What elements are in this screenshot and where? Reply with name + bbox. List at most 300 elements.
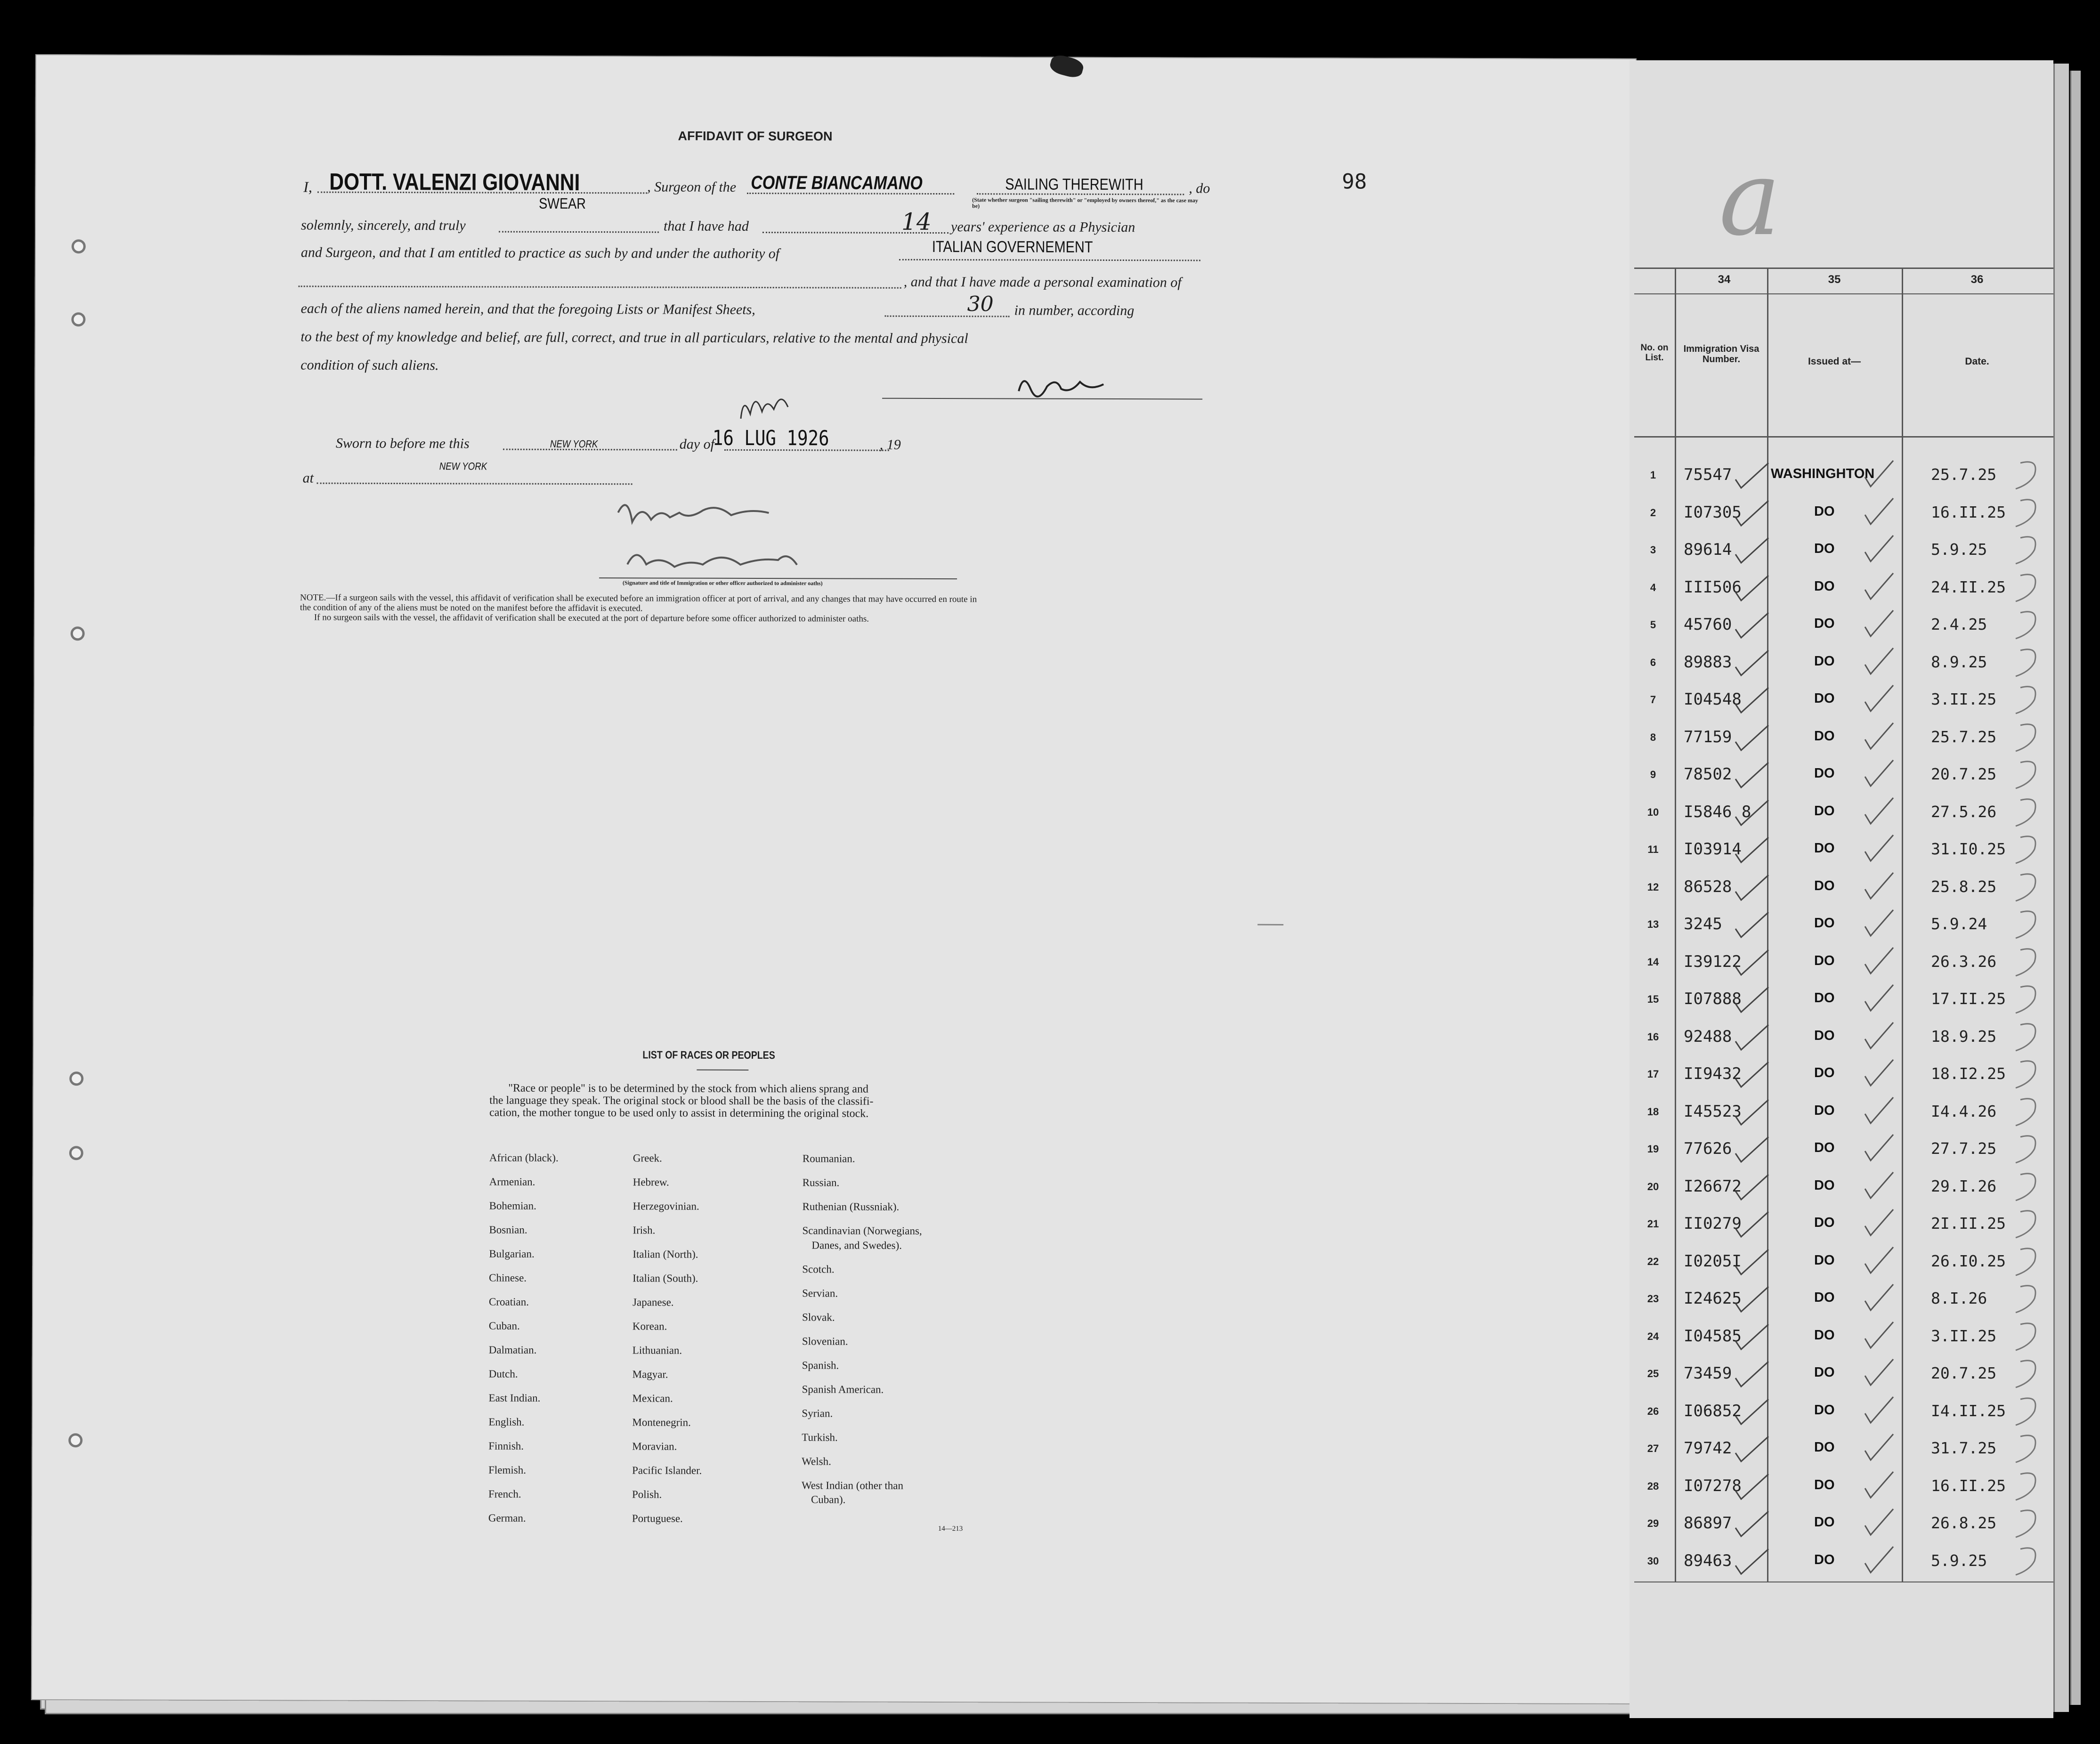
row-visa: 86528	[1684, 877, 1732, 896]
check-mark	[1865, 1509, 1893, 1535]
row-no: 25	[1647, 1368, 1659, 1379]
check-mark	[1735, 463, 1768, 488]
row-issued: DO	[1814, 953, 1835, 968]
check-mark	[1865, 1284, 1893, 1310]
race-entry: Armenian.	[489, 1176, 535, 1188]
race-entry: Dutch.	[488, 1368, 518, 1380]
row-no: 30	[1647, 1555, 1659, 1567]
punch-hole	[71, 626, 85, 641]
check-mark	[1735, 950, 1768, 975]
row-issued: WASHINGHTON	[1771, 466, 1875, 481]
row-no: 22	[1647, 1256, 1659, 1267]
row-issued: DO	[1814, 1253, 1835, 1268]
check-mark	[1865, 685, 1893, 711]
row-date: 25.7.25	[1931, 728, 1997, 746]
row-date: I4.II.25	[1931, 1402, 2006, 1420]
row-date: 16.II.25	[1931, 1476, 2006, 1495]
race-entry: Russian.	[802, 1176, 840, 1189]
check-mark	[1735, 762, 1768, 787]
row-date: 26.I0.25	[1931, 1252, 2006, 1270]
check-mark	[1735, 800, 1768, 825]
race-entry: Irish.	[632, 1224, 656, 1236]
row-visa: I06852	[1684, 1402, 1742, 1420]
race-entry: Dalmatian.	[488, 1344, 537, 1356]
officer-caption: (Signature and title of Immigration or other officer authorized to administer oaths)	[623, 579, 823, 587]
race-entry: Bohemian.	[489, 1200, 536, 1212]
check-mark	[1865, 648, 1893, 674]
row-issued: DO	[1814, 616, 1835, 631]
page-stack-edge	[2053, 64, 2069, 1712]
line2-text: that I have had	[664, 218, 749, 234]
row-visa: III506	[1684, 578, 1742, 597]
do-label: , do	[1189, 180, 1210, 196]
punch-hole	[71, 312, 85, 326]
check-mark	[2016, 612, 2035, 639]
row-date: 20.7.25	[1931, 1364, 1997, 1382]
row-no: 6	[1650, 657, 1656, 668]
row-issued: DO	[1814, 1477, 1835, 1493]
row-date: 5.9.24	[1931, 915, 1987, 933]
row-no: 2	[1650, 507, 1656, 519]
races-intro: the language they speak. The original stock or blood shall be the basis of the classifi-	[489, 1094, 874, 1108]
officer-signature	[608, 494, 816, 588]
row-issued: DO	[1814, 1140, 1835, 1155]
races-intro: cation, the mother tongue to be used only to assist in determining the original stock.	[489, 1106, 869, 1120]
row-date: 17.II.25	[1931, 990, 2006, 1008]
row-issued: DO	[1814, 541, 1835, 556]
line5-text: in number, according	[1014, 302, 1135, 319]
race-entry: Bulgarian.	[489, 1248, 535, 1260]
check-marks	[1630, 60, 2053, 1662]
check-mark	[1865, 1359, 1893, 1385]
check-mark	[1735, 1137, 1768, 1162]
row-visa: I07888	[1684, 990, 1742, 1008]
race-entry: Bosnian.	[489, 1224, 527, 1236]
sworn-text: , 19	[879, 437, 901, 453]
row-visa: 79742	[1684, 1439, 1732, 1458]
affidavit-title: AFFIDAVIT OF SURGEON	[678, 129, 833, 144]
row-no: 8	[1650, 731, 1656, 743]
check-mark	[2016, 1548, 2035, 1575]
check-mark	[1865, 610, 1893, 636]
check-mark	[1865, 1022, 1893, 1048]
check-mark	[2016, 1136, 2035, 1163]
row-date: 27.5.26	[1931, 803, 1997, 821]
check-mark	[1865, 1247, 1893, 1273]
race-entry: Mexican.	[632, 1392, 673, 1404]
row-visa: 75547	[1684, 465, 1732, 484]
punch-hole	[69, 1146, 83, 1160]
row-visa: I07278	[1684, 1476, 1742, 1495]
race-entry: Welsh.	[802, 1455, 831, 1468]
race-entry: Moravian.	[632, 1440, 677, 1452]
race-entry: Syrian.	[802, 1407, 833, 1420]
race-entry: Servian.	[802, 1287, 838, 1299]
row-issued: DO	[1814, 1328, 1835, 1343]
line4-text: , and that I have made a personal examination of	[903, 274, 1182, 291]
row-no: 21	[1647, 1218, 1659, 1230]
check-mark	[1735, 613, 1768, 638]
check-mark	[2016, 1473, 2035, 1500]
row-visa: 92488	[1684, 1027, 1732, 1046]
check-mark	[2016, 1174, 2035, 1201]
row-date: 31.I0.25	[1931, 840, 2006, 858]
row-issued: DO	[1814, 803, 1835, 819]
check-mark	[1865, 985, 1893, 1011]
row-issued: DO	[1814, 654, 1835, 669]
row-no: 28	[1647, 1480, 1659, 1492]
race-entry: East Indian.	[488, 1392, 541, 1404]
row-visa: 3245	[1684, 915, 1722, 933]
check-mark	[1865, 1209, 1893, 1235]
row-date: 25.8.25	[1931, 877, 1997, 896]
i-label: I,	[303, 178, 312, 195]
visa-list-page	[1630, 60, 2053, 1718]
header-date: Date.	[1965, 356, 1989, 367]
race-entry: Korean.	[632, 1320, 667, 1332]
line2-text: solemnly, sincerely, and truly	[301, 217, 466, 234]
check-mark	[2016, 575, 2035, 601]
check-mark	[1865, 1547, 1893, 1573]
race-entry: Scotch.	[802, 1263, 835, 1275]
form-number: 14—213	[938, 1525, 963, 1533]
check-mark	[2016, 1024, 2035, 1051]
header-issued: Issued at—	[1808, 356, 1861, 367]
race-entry: Herzegovinian.	[632, 1200, 699, 1212]
row-visa: I0205I	[1684, 1252, 1742, 1271]
row-issued: DO	[1814, 1178, 1835, 1193]
row-date: 16.II.25	[1931, 503, 2006, 521]
row-date: 5.9.25	[1931, 540, 1987, 559]
row-visa: II0279	[1684, 1214, 1742, 1233]
row-date: 18.I2.25	[1931, 1064, 2006, 1083]
row-no: 16	[1647, 1031, 1659, 1043]
row-no: 7	[1650, 694, 1656, 706]
watermark-letter: a	[1719, 138, 1781, 259]
race-entry: Croatian.	[489, 1296, 529, 1308]
at-label: at	[302, 470, 314, 486]
races-intro: "Race or people" is to be determined by the stock from which aliens sprang and	[508, 1082, 869, 1095]
check-mark	[1865, 873, 1893, 899]
check-mark	[2016, 1436, 2035, 1462]
check-mark	[2016, 949, 2035, 976]
check-mark	[1865, 798, 1893, 824]
check-mark	[1865, 1472, 1893, 1498]
race-entry: Lithuanian.	[632, 1344, 682, 1356]
surgeon-name: DOTT. VALENZI GIOVANNI	[329, 168, 580, 196]
race-entry: Portuguese.	[632, 1512, 683, 1525]
check-mark	[2016, 1249, 2035, 1275]
punch-hole	[72, 239, 86, 253]
check-mark	[1735, 1287, 1768, 1312]
check-mark	[2016, 762, 2035, 788]
line6-text: to the best of my knowledge and belief, are full, correct, and true in all particulars, relative to the mental and physical	[300, 329, 968, 347]
check-mark	[1735, 650, 1768, 675]
sworn-place: NEW YORK	[550, 438, 598, 450]
check-mark	[2016, 1323, 2035, 1350]
punch-hole	[68, 1433, 82, 1447]
check-mark	[1865, 910, 1893, 936]
row-no: 23	[1647, 1293, 1659, 1305]
row-issued: DO	[1814, 1215, 1835, 1230]
row-issued: DO	[1814, 579, 1835, 594]
line2-text: years' experience as a Physician	[951, 219, 1135, 235]
row-visa: I24625	[1684, 1289, 1742, 1308]
row-date: 3.II.25	[1931, 1327, 1997, 1345]
row-visa: 45760	[1684, 615, 1732, 634]
check-mark	[2016, 1211, 2035, 1238]
row-date: I4.4.26	[1931, 1102, 1997, 1120]
row-no: 14	[1647, 956, 1659, 968]
swear-word: SWEAR	[539, 195, 586, 212]
stamp-mark	[1048, 53, 1085, 80]
row-no: 10	[1647, 806, 1659, 818]
check-mark	[2016, 724, 2035, 751]
row-issued: DO	[1814, 1440, 1835, 1455]
check-mark	[1735, 875, 1768, 900]
sailing-note: (State whether surgeon "sailing therewith" or "employed by owners thereof," as the case may be)	[972, 196, 1198, 210]
race-entry: Greek.	[632, 1152, 662, 1164]
row-issued: DO	[1814, 841, 1835, 856]
check-mark	[1865, 1397, 1893, 1423]
check-mark	[1865, 535, 1893, 561]
row-visa: I5846 8	[1684, 803, 1751, 821]
check-mark	[1735, 1436, 1768, 1461]
race-entry: Japanese.	[632, 1296, 674, 1308]
note-line: If no surgeon sails with the vessel, the affidavit of verification shall be executed at the port of departure before some officer authorized to administer oaths.	[314, 612, 869, 624]
header-no: No. on List.	[1640, 343, 1669, 363]
check-mark	[1735, 1399, 1768, 1424]
row-visa: I03914	[1684, 840, 1742, 859]
row-no: 27	[1647, 1443, 1659, 1454]
row-visa: I07305	[1684, 503, 1742, 522]
column-number: 36	[1970, 273, 1984, 286]
row-issued: DO	[1814, 1403, 1835, 1418]
row-no: 11	[1647, 844, 1659, 855]
check-mark	[1735, 1025, 1768, 1050]
sheets-handwritten: 30	[967, 292, 994, 316]
race-entry: Pacific Islander.	[632, 1464, 702, 1476]
check-mark	[2016, 649, 2035, 676]
check-mark	[2016, 687, 2035, 714]
check-mark	[1865, 723, 1893, 749]
sworn-text: day of	[679, 436, 715, 452]
note-line: NOTE.—If a surgeon sails with the vessel, this affidavit of verification shall be executed before an immigration officer at port of arrival, and any changes that may have occurred en route in	[300, 592, 977, 605]
check-mark	[1865, 1060, 1893, 1086]
row-no: 13	[1647, 918, 1659, 930]
check-mark	[1865, 835, 1893, 861]
check-mark	[2016, 1361, 2035, 1387]
header-visa: Immigration Visa Number.	[1683, 344, 1759, 365]
row-visa: II9432	[1684, 1064, 1742, 1083]
check-mark	[1735, 576, 1768, 600]
row-issued: DO	[1814, 878, 1835, 893]
affidavit-page	[31, 54, 1637, 1704]
check-mark	[1735, 912, 1768, 937]
race-entry: Scandinavian (Norwegians,	[802, 1225, 922, 1237]
row-issued: DO	[1814, 916, 1835, 931]
row-issued: DO	[1814, 691, 1835, 706]
race-entry: Flemish.	[488, 1464, 527, 1476]
check-mark	[2016, 1061, 2035, 1088]
race-entry: Spanish American.	[802, 1383, 884, 1395]
page-stack-edge	[2070, 71, 2081, 1705]
race-entry: Montenegrin.	[632, 1416, 691, 1428]
race-entry: English.	[488, 1416, 525, 1428]
date-handwriting	[736, 386, 793, 428]
line7-text: condition of such aliens.	[300, 357, 439, 373]
check-mark	[1735, 1549, 1768, 1574]
row-visa: 78502	[1684, 765, 1732, 784]
race-entry: German.	[488, 1512, 526, 1524]
race-entry: Hebrew.	[632, 1176, 669, 1188]
row-issued: DO	[1814, 504, 1835, 519]
row-no: 9	[1650, 769, 1656, 780]
row-issued: DO	[1814, 766, 1835, 781]
check-mark	[1865, 461, 1893, 487]
row-visa: I39122	[1684, 952, 1742, 971]
row-no: 24	[1647, 1330, 1659, 1342]
row-visa: 77626	[1684, 1139, 1732, 1158]
row-date: 26.8.25	[1931, 1514, 1997, 1532]
column-number: 35	[1828, 273, 1841, 286]
line3-text: and Surgeon, and that I am entitled to practice as such by and under the authority of	[300, 244, 780, 262]
check-mark	[1865, 760, 1893, 786]
row-date: 31.7.25	[1931, 1439, 1997, 1457]
check-mark	[1735, 1511, 1768, 1536]
race-entry: Roumanian.	[802, 1152, 855, 1165]
row-issued: DO	[1814, 1290, 1835, 1305]
check-mark	[1735, 1362, 1768, 1387]
sailing-status: SAILING THEREWITH	[1005, 175, 1143, 194]
row-date: 8.9.25	[1931, 653, 1987, 671]
page-number: 98	[1342, 170, 1367, 194]
check-mark	[1865, 498, 1893, 524]
check-mark	[1865, 1135, 1893, 1160]
check-mark	[1735, 837, 1768, 862]
row-date: 27.7.25	[1931, 1139, 1997, 1158]
row-visa: 89614	[1684, 540, 1732, 559]
authority-name: ITALIAN GOVERNEMENT	[932, 237, 1093, 256]
race-entry: Chinese.	[489, 1272, 527, 1284]
row-visa: 89463	[1684, 1551, 1732, 1570]
sworn-text: Sworn to before me this	[335, 435, 470, 452]
row-no: 26	[1647, 1405, 1659, 1417]
row-no: 3	[1650, 544, 1656, 556]
row-date: 18.9.25	[1931, 1027, 1997, 1046]
stray-mark	[1257, 924, 1283, 925]
row-visa: 73459	[1684, 1364, 1732, 1383]
check-mark	[2016, 1099, 2035, 1126]
check-mark	[1735, 1474, 1768, 1499]
check-mark	[1735, 1062, 1768, 1087]
check-mark	[2016, 1510, 2035, 1537]
row-issued: DO	[1814, 1365, 1835, 1380]
check-mark	[1865, 1322, 1893, 1348]
title-rule	[697, 1070, 748, 1071]
check-mark	[1735, 688, 1768, 713]
row-date: 20.7.25	[1931, 765, 1997, 783]
race-entry: African (black).	[489, 1152, 559, 1164]
row-date: 3.II.25	[1931, 690, 1997, 708]
row-issued: DO	[1814, 990, 1835, 1006]
race-entry: Italian (North).	[632, 1248, 698, 1260]
check-mark	[1735, 1175, 1768, 1200]
check-mark	[1735, 1100, 1768, 1125]
race-entry: Ruthenian (Russniak).	[802, 1201, 900, 1213]
race-entry: Slovenian.	[802, 1335, 848, 1347]
races-title: LIST OF RACES OR PEOPLES	[642, 1048, 775, 1062]
row-date: 8.I.26	[1931, 1289, 1987, 1307]
row-no: 5	[1650, 619, 1656, 631]
check-mark	[2016, 537, 2035, 564]
race-entry: Danes, and Swedes).	[811, 1239, 902, 1251]
check-mark	[2016, 1286, 2035, 1313]
check-mark	[2016, 911, 2035, 938]
row-no: 19	[1647, 1143, 1659, 1155]
row-issued: DO	[1814, 1028, 1835, 1043]
race-entry: Cuban.	[488, 1320, 520, 1332]
row-visa: I04585	[1684, 1327, 1742, 1346]
row-no: 12	[1647, 881, 1659, 893]
row-date: 2.4.25	[1931, 615, 1987, 633]
years-handwritten: 14	[901, 208, 932, 235]
check-mark	[1865, 573, 1893, 599]
check-mark	[2016, 1398, 2035, 1425]
race-entry: Cuban).	[811, 1493, 846, 1506]
check-mark	[2016, 836, 2035, 863]
check-mark	[1735, 501, 1768, 526]
row-date: 25.7.25	[1931, 465, 1997, 484]
race-entry: West Indian (other than	[802, 1479, 904, 1492]
race-entry: Spanish.	[802, 1359, 839, 1371]
row-date: 2I.II.25	[1931, 1214, 2006, 1233]
row-date: 29.I.26	[1931, 1177, 1997, 1195]
vessel-name: CONTE BIANCAMANO	[751, 172, 923, 194]
row-issued: DO	[1814, 1515, 1835, 1530]
row-no: 15	[1647, 993, 1659, 1005]
check-mark	[1735, 987, 1768, 1012]
check-mark	[2016, 462, 2035, 489]
surgeon-signature	[1014, 367, 1108, 401]
race-entry: Polish.	[632, 1488, 662, 1501]
row-visa: 86897	[1684, 1514, 1732, 1533]
check-mark	[1865, 1172, 1893, 1198]
check-mark	[1735, 725, 1768, 750]
race-entry: Magyar.	[632, 1368, 668, 1380]
check-mark	[1735, 1324, 1768, 1349]
row-issued: DO	[1814, 1103, 1835, 1118]
race-entry: Turkish.	[802, 1431, 838, 1444]
note-line: the condition of any of the aliens must be noted on the manifest before the affidavit is executed.	[300, 602, 643, 614]
line5-text: each of the aliens named herein, and that the foregoing Lists or Manifest Sheets,	[300, 300, 755, 318]
check-mark	[1735, 1249, 1768, 1274]
at-place: NEW YORK	[439, 460, 487, 472]
row-visa: I26672	[1684, 1177, 1742, 1196]
row-visa: 77159	[1684, 728, 1732, 746]
row-no: 1	[1650, 469, 1656, 481]
punch-hole	[69, 1071, 83, 1086]
row-date: 26.3.26	[1931, 952, 1997, 971]
race-entry: Italian (South).	[632, 1272, 698, 1284]
race-entry: Finnish.	[488, 1440, 524, 1452]
row-no: 29	[1647, 1517, 1659, 1529]
check-mark	[2016, 874, 2035, 901]
check-mark	[2016, 986, 2035, 1013]
check-mark	[2016, 799, 2035, 826]
column-number: 34	[1718, 273, 1731, 286]
row-no: 20	[1647, 1181, 1659, 1192]
